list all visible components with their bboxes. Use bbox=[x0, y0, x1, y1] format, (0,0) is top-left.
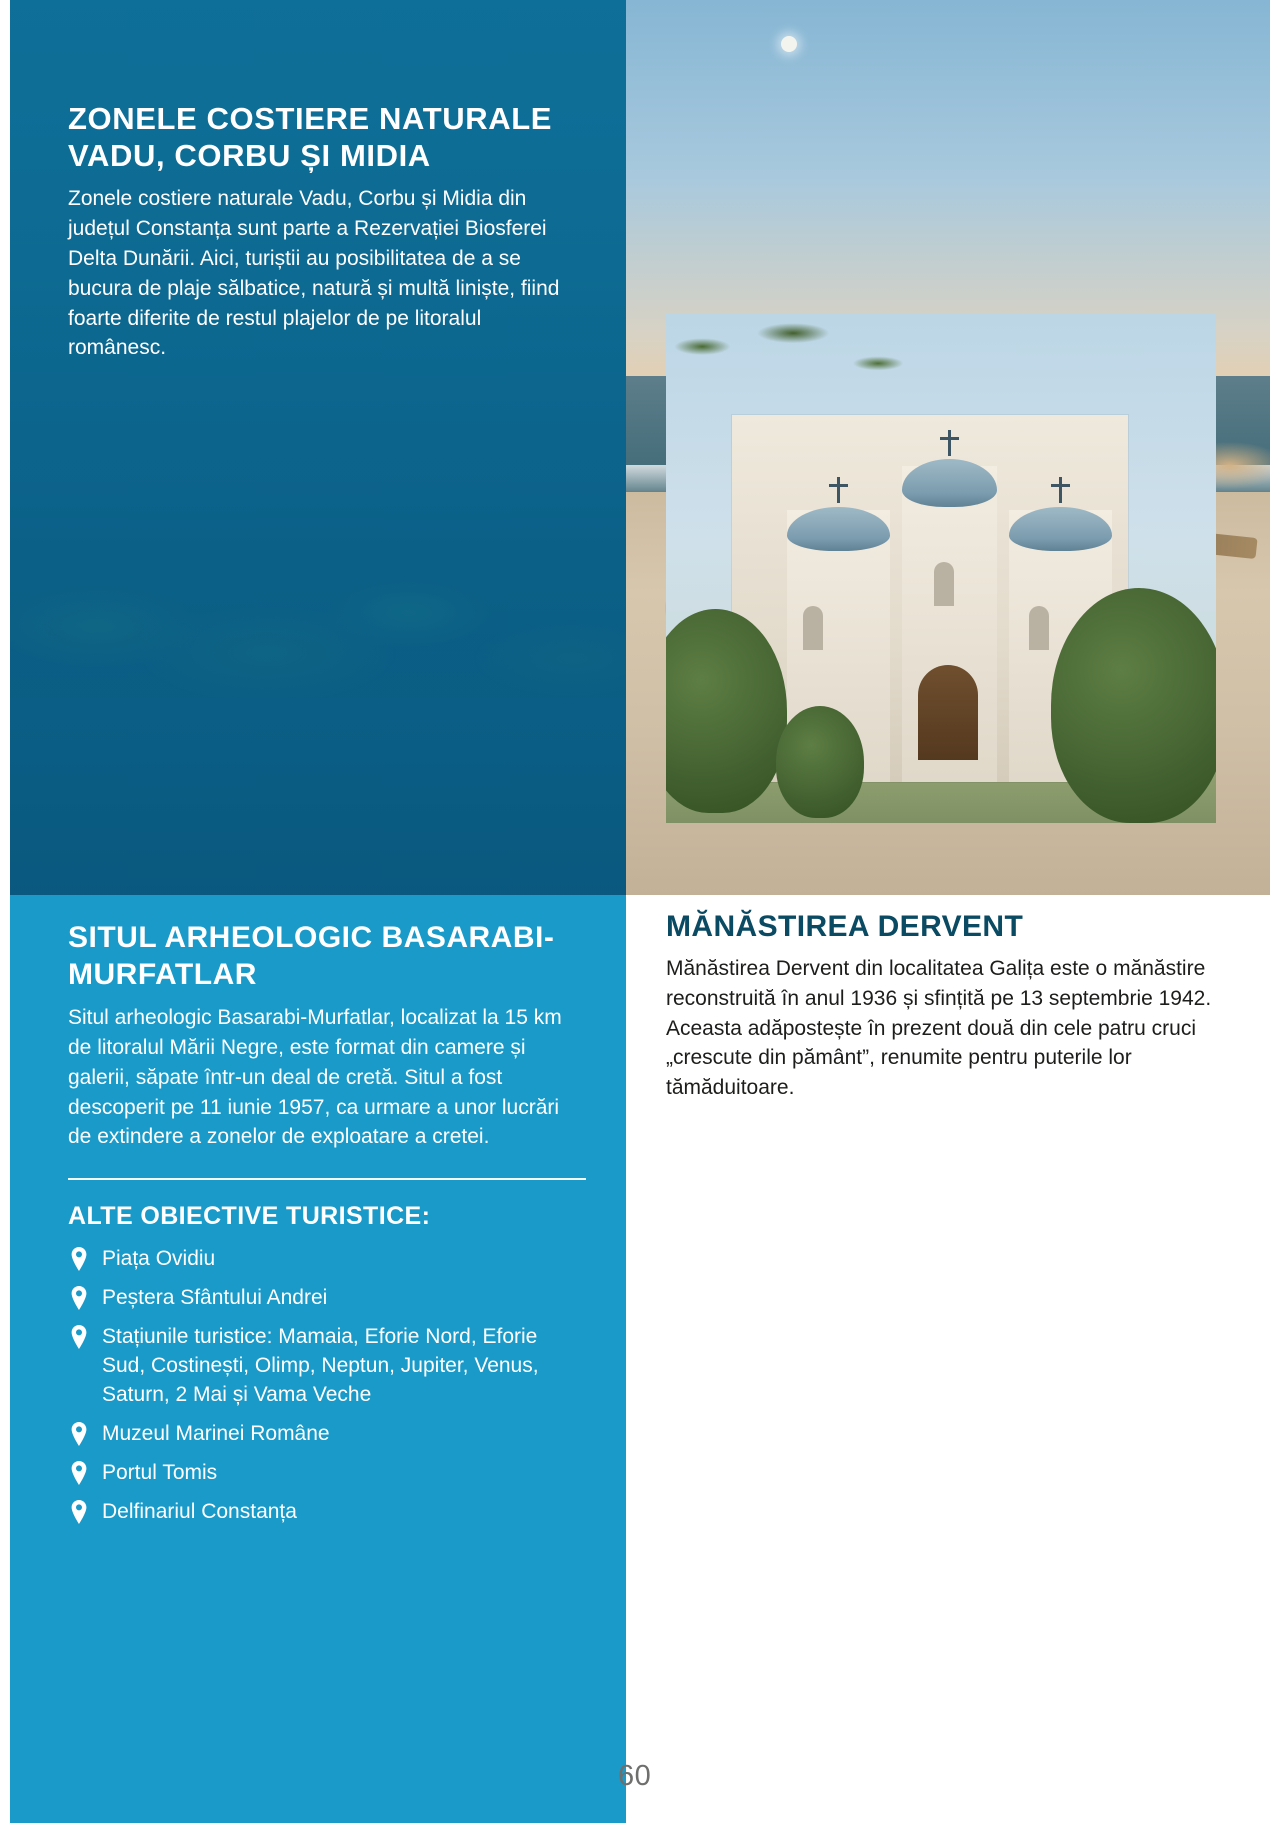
list-item-label: Delfinariul Constanța bbox=[102, 1500, 297, 1524]
dervent-content bbox=[666, 910, 1226, 1103]
dervent-photo bbox=[666, 313, 1216, 823]
map-pin-icon bbox=[70, 1286, 88, 1310]
monastery-window bbox=[934, 562, 954, 606]
coastal-title: ZONELE COSTIERE NATURALE VADU, CORBU ȘI MIDIA bbox=[68, 101, 553, 174]
map-pin-icon bbox=[70, 1461, 88, 1485]
map-pin-icon bbox=[70, 1325, 88, 1349]
map-pin-icon bbox=[70, 1500, 88, 1524]
cross-icon bbox=[1059, 477, 1062, 503]
coastal-left-photo bbox=[10, 0, 626, 895]
basarabi-panel bbox=[10, 895, 626, 1823]
cross-icon bbox=[948, 430, 951, 456]
list-item-label: Muzeul Marinei Române bbox=[102, 1422, 330, 1446]
section-divider bbox=[68, 1178, 586, 1180]
basarabi-title: SITUL ARHEOLOGIC BASARABI-MURFATLAR bbox=[68, 921, 555, 991]
list-item-label: Peștera Sfântului Andrei bbox=[102, 1286, 328, 1310]
list-item bbox=[68, 1459, 586, 1488]
page-content bbox=[10, 0, 1270, 1823]
coastal-text-block bbox=[68, 100, 568, 363]
dervent-panel bbox=[626, 895, 1270, 1823]
coastal-body: Zonele costiere naturale Vadu, Corbu și Midia din județul Constanța sunt parte a Rezervației Biosferei Delta Dunării. Aici, turiștii au posibilitatea de a se bucura de plaje sălbatice, natură și multă liniște, fiind foarte diferite de restul plajelor de pe litoralul românesc. bbox=[68, 187, 560, 360]
tree-right bbox=[1051, 588, 1216, 823]
moon-icon bbox=[781, 36, 797, 52]
list-item-label: Piața Ovidiu bbox=[102, 1247, 216, 1271]
tree-branch-foreground bbox=[666, 313, 969, 425]
list-item-label: Portul Tomis bbox=[102, 1461, 218, 1485]
list-item bbox=[68, 1284, 586, 1313]
list-item-label: Stațiunile turistice: Mamaia, Eforie Nord, Eforie Sud, Costinești, Olimp, Neptun, Jupiter, Venus, Saturn, 2 Mai și Vama Veche bbox=[102, 1325, 539, 1407]
dervent-title: MĂNĂSTIREA DERVENT bbox=[666, 910, 1024, 943]
monastery-entrance-door bbox=[918, 665, 977, 760]
list-item bbox=[68, 1498, 586, 1527]
list-item bbox=[68, 1245, 586, 1274]
list-item bbox=[68, 1420, 586, 1449]
dervent-body: Mănăstirea Dervent din localitatea Galița este o mănăstire reconstruită în anul 1936 și sfințită pe 13 septembrie 1942. Aceasta adăpostește în prezent două din cele patru cruci „crescute din pământ”, renumite pentru puterile lor tămăduitoare. bbox=[666, 957, 1212, 1100]
other-objectives-title: ALTE OBIECTIVE TURISTICE: bbox=[68, 1202, 431, 1231]
other-objectives-list bbox=[68, 1245, 586, 1527]
map-pin-icon bbox=[70, 1422, 88, 1446]
cross-icon bbox=[837, 477, 840, 503]
list-item bbox=[68, 1323, 586, 1410]
basarabi-body: Situl arheologic Basarabi-Murfatlar, localizat la 15 km de litoralul Mării Negre, este format din camere și galerii, săpate într-un deal de cretă. Situl a fost descoperit pe 11 iunie 1957, ca urmare a unor lucrări de extindere a zonelor de exploatare a cretei. bbox=[68, 1006, 562, 1149]
basarabi-content bbox=[68, 920, 586, 1537]
monastery-window bbox=[1029, 606, 1049, 650]
page-number: 60 bbox=[618, 1760, 652, 1792]
monastery-window bbox=[803, 606, 823, 650]
lower-sections bbox=[10, 895, 1270, 1823]
tree-small bbox=[776, 706, 864, 818]
map-pin-icon bbox=[70, 1247, 88, 1271]
